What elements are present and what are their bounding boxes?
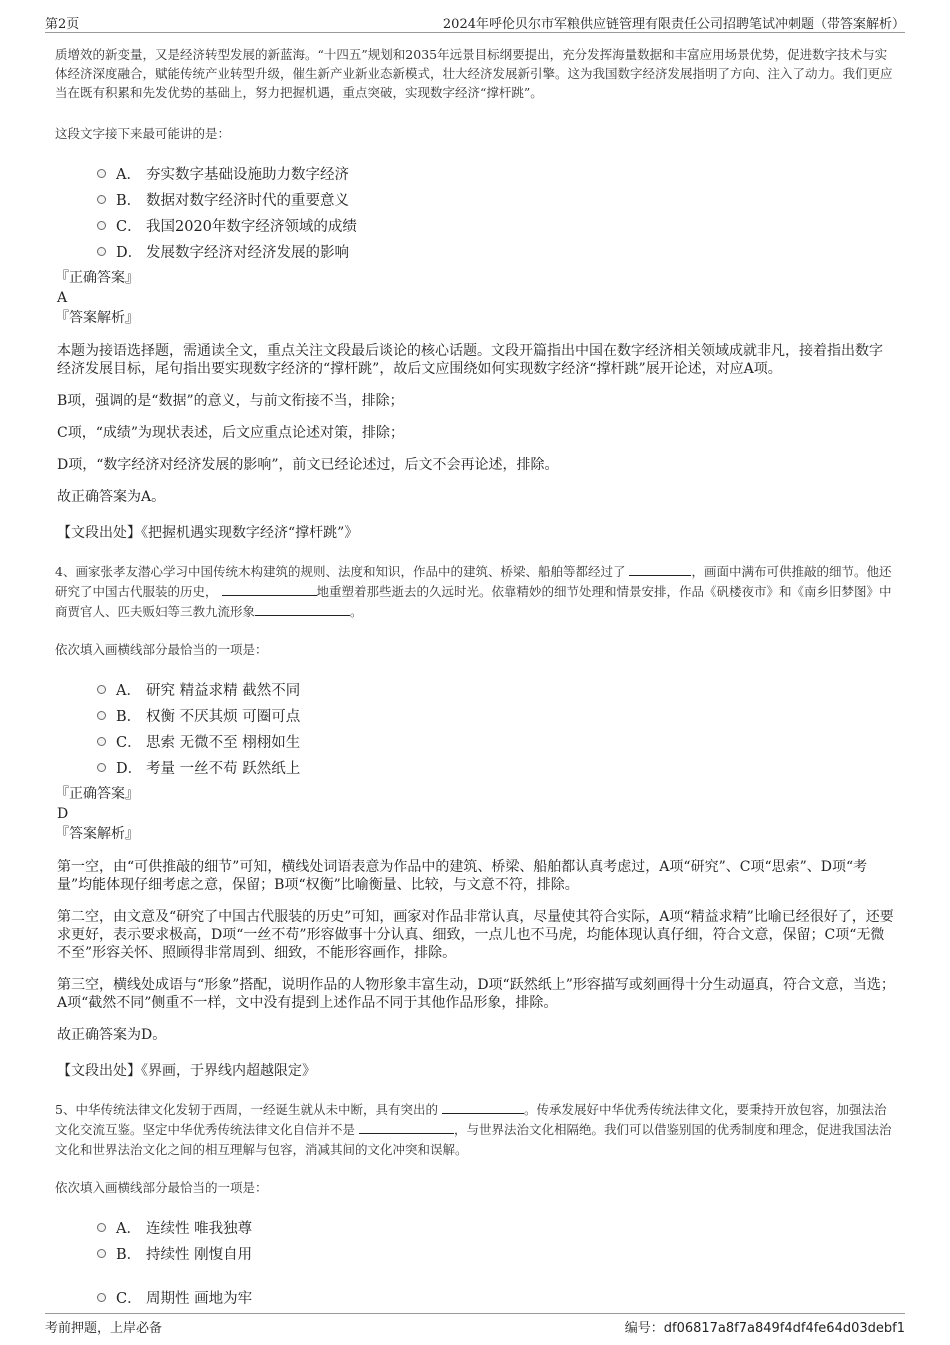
page-footer xyxy=(45,1313,905,1336)
q3-answer: A xyxy=(57,290,68,306)
blank-line xyxy=(359,1121,454,1134)
q5-question: 5、中华传统法律文化发轫于西周，一经诞生就从未中断，具有突出的 。传承发展好中华优秀传统法律文化，要秉持开放包容，加强法治文化交流互鉴。坚定中华优秀传统法律文化自信并不是 ，与世界法治文化相隔绝。我们可以借鉴别国的优秀制度和理念，促进我国法治文化和世界法治文化之间的相互理解与包容，消减其间的文化冲突和误解。 xyxy=(55,1102,892,1157)
radio-icon[interactable] xyxy=(97,247,106,256)
q4-answer: D xyxy=(57,806,69,822)
q3-options xyxy=(97,160,895,264)
radio-icon[interactable] xyxy=(97,685,106,694)
q3-prompt: 这段文字接下来最可能讲的是： xyxy=(55,126,231,141)
q3-analysis-1: 本题为接语选择题，需通读全文，重点关注文段最后谈论的核心话题。文段开篇指出中国在数字经济相关领域成就非凡，接着指出数字经济发展目标，尾句指出要实现数字经济的“撑杆跳”，故后文应围绕如何实现数字经济“撑杆跳”展开论述，对应A项。 xyxy=(57,343,883,377)
page-number: 第2页 xyxy=(45,17,80,32)
q3-analysis-label: 『答案解析』 xyxy=(55,310,139,326)
q4-option-b[interactable]: B． 权衡 不厌其烦 可圈可点 xyxy=(97,702,895,728)
blank-line xyxy=(629,563,691,576)
q5-prompt: 依次填入画横线部分最恰当的一项是： xyxy=(55,1180,268,1195)
radio-icon[interactable] xyxy=(97,195,106,204)
footer-code: 编号：df06817a8f7a849f4df4fe64d03debf1 xyxy=(624,1321,905,1336)
q5-options xyxy=(97,1214,895,1310)
q3-source: 【文段出处】《把握机遇实现数字经济“撑杆跳”》 xyxy=(57,525,359,541)
blank-line xyxy=(255,603,350,616)
q5-option-c[interactable]: C． 周期性 画地为牢 xyxy=(97,1284,895,1310)
q3-analysis-2: B项，强调的是“数据”的意义，与前文衔接不当，排除； xyxy=(57,393,404,409)
radio-icon[interactable] xyxy=(97,711,106,720)
q4-option-c[interactable]: C． 思索 无微不至 栩栩如生 xyxy=(97,728,895,754)
q3-option-d[interactable]: D． 发展数字经济对经济发展的影响 xyxy=(97,238,895,264)
q3-answer-label: 『正确答案』 xyxy=(55,270,139,286)
q4-analysis-4: 故正确答案为D。 xyxy=(57,1027,167,1043)
document-title: 2024年呼伦贝尔市军粮供应链管理有限责任公司招聘笔试冲刺题（带答案解析） xyxy=(442,17,905,32)
blank-line xyxy=(222,583,317,596)
q3-analysis-5: 故正确答案为A。 xyxy=(57,489,166,505)
page-header xyxy=(45,10,905,33)
q4-source: 【文段出处】《界画，于界线内超越限定》 xyxy=(57,1063,316,1079)
q5-option-a[interactable]: A． 连续性 唯我独尊 xyxy=(97,1214,895,1240)
radio-icon[interactable] xyxy=(97,1249,106,1258)
radio-icon[interactable] xyxy=(97,1223,106,1232)
footer-slogan: 考前押题，上岸必备 xyxy=(45,1321,163,1336)
radio-icon[interactable] xyxy=(97,763,106,772)
q3-analysis-3: C项，“成绩”为现状表述，后文应重点论述对策，排除； xyxy=(57,425,405,441)
q4-analysis-3: 第三空，横线处成语与“形象”搭配，说明作品的人物形象丰富生动，D项“跃然纸上”形容描写或刻画得十分生动逼真，符合文意，当选；A项“截然不同”侧重不一样，文中没有提到上述作品不同于其他作品形象，排除。 xyxy=(57,977,895,1011)
q3-option-b[interactable]: B． 数据对数字经济时代的重要意义 xyxy=(97,186,895,212)
q4-analysis-1: 第一空，由“可供推敲的细节”可知，横线处词语表意为作品中的建筑、桥梁、船舶都认真考虑过，A项“研究”、C项“思索”、D项“考量”均能体现仔细考虑之意，保留；B项“权衡”比喻衡量、比较，与文意不符，排除。 xyxy=(57,859,868,893)
q4-option-a[interactable]: A． 研究 精益求精 截然不同 xyxy=(97,676,895,702)
q4-option-d[interactable]: D． 考量 一丝不苟 跃然纸上 xyxy=(97,754,895,780)
radio-icon[interactable] xyxy=(97,221,106,230)
radio-icon[interactable] xyxy=(97,169,106,178)
q4-analysis-2: 第二空，由文意及“研究了中国古代服装的历史”可知，画家对作品非常认真，尽量使其符合实际，A项“精益求精”比喻已经很好了，还要求更好，表示要求极高，D项“一丝不苟”形容做事十分认真、细致，一点儿也不马虎，均能体现认真仔细，符合文意，保留；C项“无微不至”形容关怀、照顾得非常周到、细致，不能形容画作，排除。 xyxy=(57,909,894,961)
q3-option-c[interactable]: C． 我国2020年数字经济领域的成绩 xyxy=(97,212,895,238)
radio-icon[interactable] xyxy=(97,737,106,746)
q4-question: 4、画家张孝友潜心学习中国传统木构建筑的规则、法度和知识，作品中的建筑、桥梁、船舶等都经过了 ，画面中满布可供推敲的细节。他还研究了中国古代服装的历史， 地重塑着那些逝去的久远时光。依靠精妙的细节处理和情景安排，作品《矾楼夜市》和《南乡旧梦图》中商贾官人、匹夫贩妇等三教九流形象 。 xyxy=(55,564,892,619)
q3-option-a[interactable]: A． 夯实数字基础设施助力数字经济 xyxy=(97,160,895,186)
radio-icon[interactable] xyxy=(97,1293,106,1302)
q4-options xyxy=(97,676,895,780)
q5-option-b[interactable]: B． 持续性 刚愎自用 xyxy=(97,1240,895,1266)
q3-analysis-4: D项，“数字经济对经济发展的影响”，前文已经论述过，后文不会再论述，排除。 xyxy=(57,457,559,473)
q4-prompt: 依次填入画横线部分最恰当的一项是： xyxy=(55,642,268,657)
q3-passage: 质增效的新变量，又是经济转型发展的新蓝海。“十四五”规划和2035年远景目标纲要提出，充分发挥海量数据和丰富应用场景优势，促进数字技术与实体经济深度融合，赋能传统产业转型升级，催生新产业新业态新模式，壮大经济发展新引擎。这为我国数字经济发展指明了方向、注入了动力。我们更应当在既有积累和先发优势的基础上，努力把握机遇，重点突破，实现数字经济“撑杆跳”。 xyxy=(55,47,893,100)
q4-analysis-label: 『答案解析』 xyxy=(55,826,139,842)
q4-answer-label: 『正确答案』 xyxy=(55,786,139,802)
document-body xyxy=(55,45,895,1314)
blank-line xyxy=(442,1101,524,1114)
